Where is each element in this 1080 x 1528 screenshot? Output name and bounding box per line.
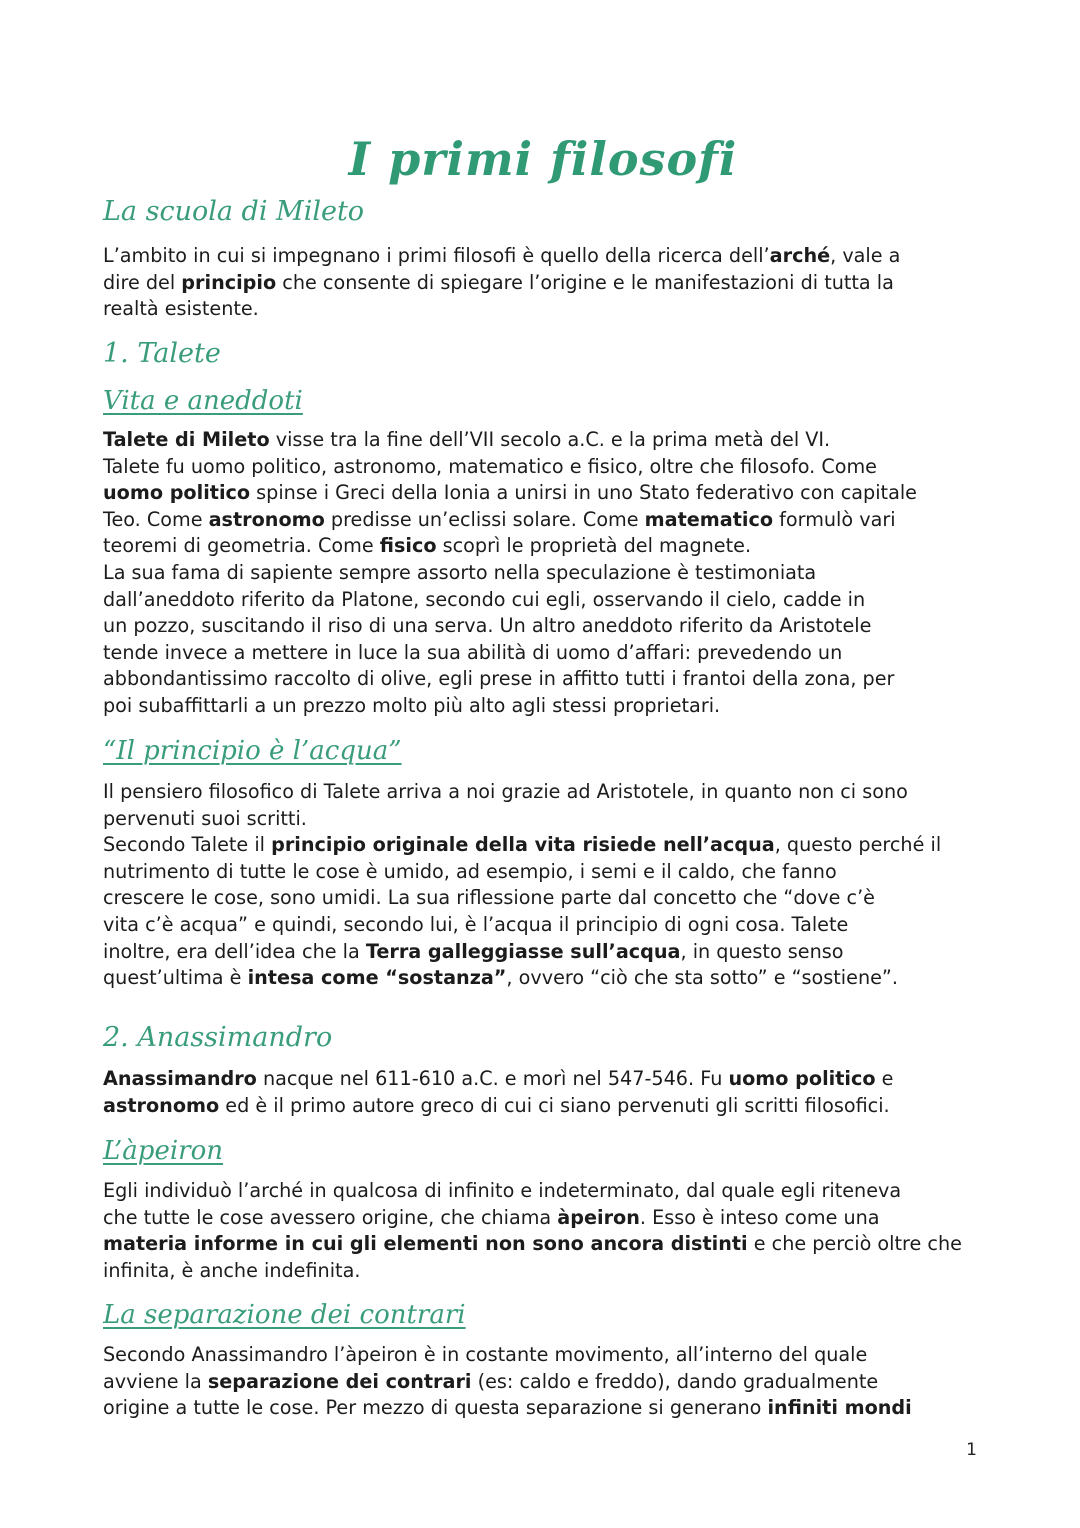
bold-term: matematico (644, 507, 774, 531)
text-line (103, 779, 983, 806)
paragraph-vita-aneddoti (103, 427, 983, 720)
text-run: ed è il primo autore greco di cui ci siano pervenuti gli scritti filosofici. (219, 1093, 890, 1117)
page-number: 1 (966, 1440, 977, 1460)
bold-term: fisico (379, 534, 437, 558)
text-run: abbondantissimo raccolto di olive, egli prese in affitto tutti i frantoi della zona, per (103, 667, 895, 691)
text-run: , in questo senso (680, 939, 844, 963)
text-line (103, 1258, 983, 1285)
heading-scuola-mileto: La scuola di Mileto (103, 196, 365, 227)
text-run: Talete fu uomo politico, astronomo, matematico e fisico, oltre che filosofo. Come (103, 454, 877, 478)
text-run: visse tra la fine dell’VII secolo a.C. e la prima metà del VI. (269, 428, 831, 451)
heading-separazione-contrari: La separazione dei contrari (103, 1300, 466, 1330)
text-run: e che perciò oltre che (747, 1232, 962, 1256)
text-line (103, 859, 983, 886)
bold-term: principio (181, 270, 277, 294)
text-line (103, 1093, 983, 1120)
text-run: scoprì le proprietà del magnete. (436, 534, 752, 558)
text-run: spinse i Greci della Ionia a unirsi in uno Stato federativo con capitale (250, 481, 917, 505)
text-line (103, 243, 983, 270)
text-line (103, 666, 983, 693)
text-line (103, 912, 983, 939)
text-line (103, 533, 983, 560)
text-run: predisse un’eclissi solare. Come (324, 507, 645, 531)
text-line (103, 1369, 983, 1396)
text-run: , vale a (830, 244, 901, 267)
text-run: teoremi di geometria. Come (103, 534, 380, 558)
text-run: inoltre, era dell’idea che la (103, 939, 366, 963)
text-run: poi subaffittarli a un prezzo molto più alto agli stessi proprietari. (103, 693, 721, 717)
bold-term: separazione dei contrari (207, 1369, 472, 1393)
bold-term: àpeiron (557, 1205, 640, 1229)
text-line (103, 1231, 983, 1258)
heading-talete: 1. Talete (103, 338, 221, 369)
text-run: avviene la (103, 1369, 208, 1393)
text-line (103, 885, 983, 912)
text-line (103, 832, 983, 859)
text-run: . Esso è inteso come una (639, 1205, 880, 1229)
heading-anassimandro: 2. Anassimandro (103, 1022, 333, 1053)
text-line (103, 939, 983, 966)
bold-term: materia informe in cui gli elementi non sono ancora distinti (103, 1232, 748, 1256)
heading-principio-acqua: “Il principio è l’acqua” (103, 736, 402, 766)
paragraph-separazione-contrari (103, 1342, 983, 1422)
text-run: La sua fama di sapiente sempre assorto nella speculazione è testimoniata (103, 560, 817, 584)
text-run: che consente di spiegare l’origine e le manifestazioni di tutta la (276, 270, 894, 294)
text-run: Teo. Come (103, 507, 209, 531)
text-run: (es: caldo e freddo), dando gradualmente (471, 1369, 879, 1393)
text-line (103, 1178, 983, 1205)
text-run: origine a tutte le cose. Per mezzo di questa separazione si generano (103, 1396, 768, 1420)
page-title: I primi filosofi (348, 132, 738, 186)
bold-term: infiniti mondi (767, 1396, 912, 1420)
text-line (103, 965, 983, 992)
text-line (103, 693, 983, 720)
text-line (103, 1342, 983, 1369)
text-run: quest’ultima è (103, 966, 248, 990)
text-run: tende invece a mettere in luce la sua abilità di uomo d’affari: prevedendo un (103, 640, 843, 664)
text-line (103, 1066, 983, 1093)
bold-term: arché (769, 244, 831, 267)
text-line (103, 613, 983, 640)
text-run: nacque nel 611-610 a.C. e morì nel 547-546. Fu (256, 1067, 729, 1090)
text-run: Secondo Anassimandro l’àpeiron è in costante movimento, all’interno del quale (103, 1343, 868, 1366)
paragraph-anassimandro-intro (103, 1066, 983, 1119)
text-line (103, 296, 983, 323)
bold-term: Talete di Mileto (103, 428, 270, 451)
bold-term: astronomo (208, 507, 325, 531)
paragraph-principio-acqua (103, 779, 983, 992)
text-line (103, 480, 983, 507)
text-run: dire del (103, 270, 182, 294)
text-run: realtà esistente. (103, 297, 259, 321)
text-line (103, 560, 983, 587)
text-run: dall’aneddoto riferito da Platone, secondo cui egli, osservando il cielo, cadde in (103, 587, 866, 611)
text-line (103, 1395, 983, 1422)
text-line (103, 1205, 983, 1232)
text-run: , questo perché il (774, 833, 942, 857)
text-run: nutrimento di tutte le cose è umido, ad esempio, i semi e il caldo, che fanno (103, 859, 837, 883)
heading-vita-aneddoti: Vita e aneddoti (103, 386, 303, 416)
text-run: L’ambito in cui si impegnano i primi filosofi è quello della ricerca dell’ (103, 244, 770, 267)
heading-apeiron: L’àpeiron (103, 1136, 223, 1166)
text-run: che tutte le cose avessero origine, che chiama (103, 1205, 558, 1229)
text-line (103, 454, 983, 481)
text-run: infinita, è anche indefinita. (103, 1258, 361, 1282)
bold-term: principio originale della vita risiede nell’acqua (271, 833, 775, 857)
bold-term: Terra galleggiasse sull’acqua (365, 939, 681, 963)
text-run: Secondo Talete il (103, 833, 272, 857)
bold-term: Anassimandro (103, 1067, 257, 1090)
text-line (103, 640, 983, 667)
bold-term: uomo politico (728, 1067, 876, 1090)
paragraph-apeiron (103, 1178, 983, 1284)
text-run: Egli individuò l’arché in qualcosa di infinito e indeterminato, dal quale egli riteneva (103, 1179, 902, 1202)
bold-term: astronomo (103, 1093, 220, 1117)
text-run: formulò vari (773, 507, 896, 531)
paragraph-mileto (103, 243, 983, 323)
text-line (103, 806, 983, 833)
text-run: , ovvero “ciò che sta sotto” e “sostiene”. (506, 966, 898, 990)
text-line (103, 270, 983, 297)
text-run: e (875, 1067, 894, 1090)
bold-term: intesa come “sostanza” (247, 966, 507, 990)
text-run: crescere le cose, sono umidi. La sua riflessione parte dal concetto che “dove c’è (103, 886, 875, 910)
text-run: vita c’è acqua” e quindi, secondo lui, è l’acqua il principio di ogni cosa. Talete (103, 912, 849, 936)
bold-term: uomo politico (103, 481, 251, 505)
text-run: Il pensiero filosofico di Talete arriva a noi grazie ad Aristotele, in quanto non ci sono (103, 780, 908, 803)
text-run: pervenuti suoi scritti. (103, 806, 307, 830)
text-line (103, 587, 983, 614)
text-run: un pozzo, suscitando il riso di una serva. Un altro aneddoto riferito da Aristotele (103, 614, 872, 638)
text-line (103, 507, 983, 534)
text-line (103, 427, 983, 454)
